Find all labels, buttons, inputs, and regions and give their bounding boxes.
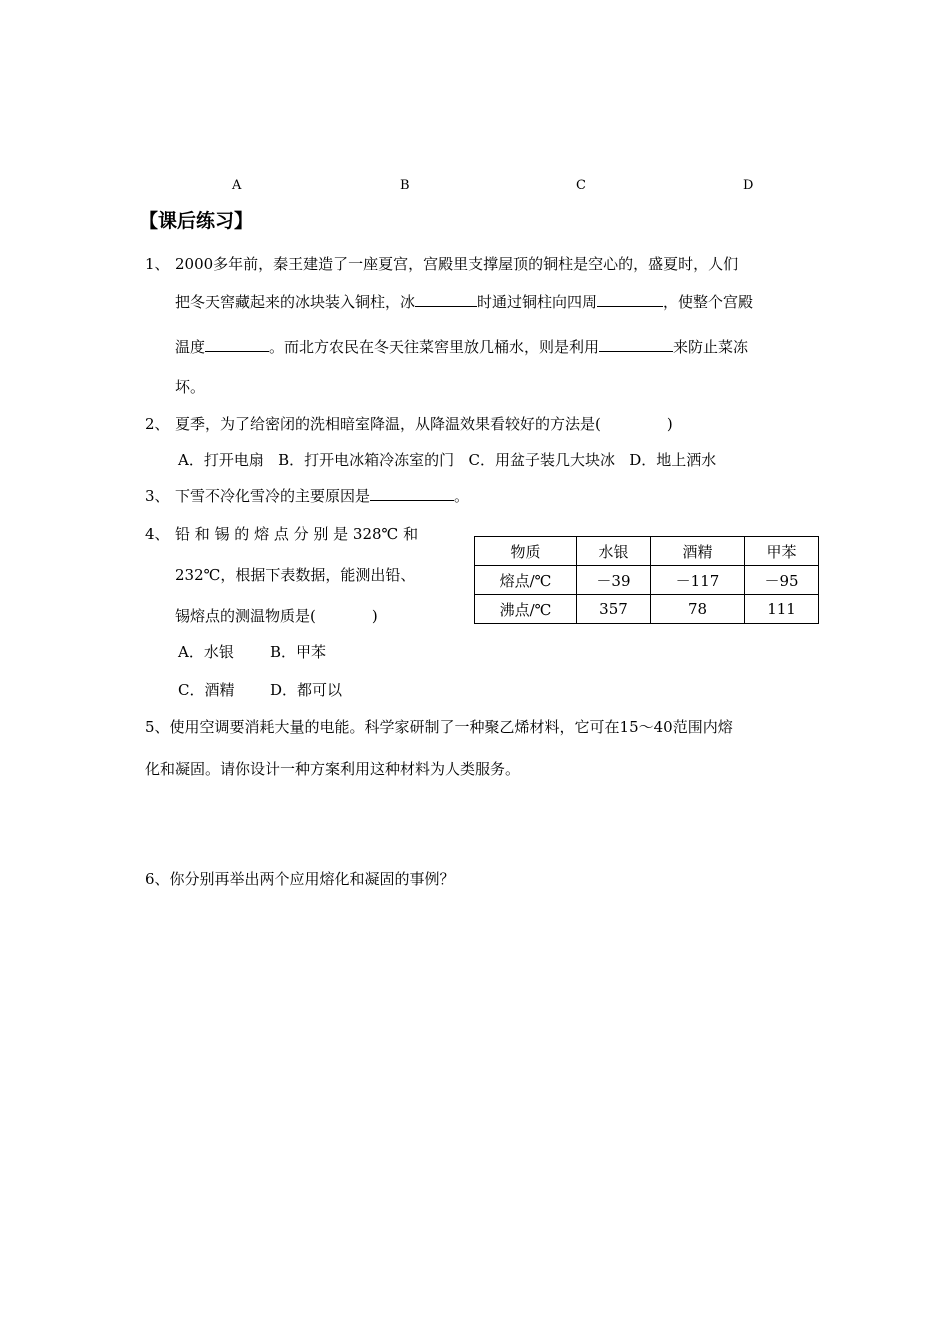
question-4-option-d: D．都可以 bbox=[270, 681, 343, 699]
question-4-line-2: 232℃，根据下表数据，能测出铅、 bbox=[175, 566, 416, 584]
question-1-line-1 bbox=[145, 253, 738, 274]
melting-boiling-table bbox=[474, 536, 819, 624]
question-number: 4、 bbox=[145, 525, 170, 543]
table-cell: 熔点/℃ bbox=[475, 566, 577, 595]
answer-blank-5[interactable] bbox=[370, 486, 454, 501]
answer-blank-2[interactable] bbox=[597, 292, 663, 307]
question-text: 下雪不冷化雪冷的主要原因是 bbox=[175, 487, 371, 505]
question-2 bbox=[145, 413, 673, 434]
question-text: 来防止菜冻 bbox=[673, 338, 749, 356]
question-number: 1、 bbox=[145, 255, 170, 273]
figure-label-a: A bbox=[232, 178, 242, 193]
table-header: 物质 bbox=[475, 537, 577, 566]
close-paren: ) bbox=[666, 415, 673, 433]
question-1-line-2 bbox=[175, 291, 753, 312]
question-text: 把冬天窖藏起来的冰块装入铜柱，冰 bbox=[175, 293, 416, 311]
question-text: 夏季，为了给密闭的洗相暗室降温，从降温效果看较好的方法是( bbox=[175, 415, 601, 433]
table-cell: －95 bbox=[745, 566, 819, 595]
question-4-option-b: B．甲苯 bbox=[270, 643, 327, 661]
close-paren: ) bbox=[371, 607, 378, 625]
question-6: 6、你分别再举出两个应用熔化和凝固的事例？ bbox=[145, 870, 455, 888]
question-5-line-1: 5、使用空调要消耗大量的电能。科学家研制了一种聚乙烯材料，它可在15～40范围内熔 bbox=[145, 718, 733, 736]
table-row bbox=[475, 566, 819, 595]
question-text: ，使整个宫殿 bbox=[663, 293, 754, 311]
question-number: 2、 bbox=[145, 415, 170, 433]
table-cell: 78 bbox=[650, 595, 744, 624]
question-5-line-2: 化和凝固。请你设计一种方案利用这种材料为人类服务。 bbox=[145, 760, 521, 778]
table-cell: 111 bbox=[745, 595, 819, 624]
table-cell: －39 bbox=[577, 566, 651, 595]
section-title: 【课后练习】 bbox=[139, 210, 254, 232]
question-4-option-a: A．水银 bbox=[178, 643, 234, 661]
figure-label-d: D bbox=[743, 178, 754, 193]
question-text-end: 。 bbox=[454, 487, 470, 505]
question-text: 铅 和 锡 的 熔 点 分 别 是 328℃ 和 bbox=[175, 525, 419, 543]
question-text: 温度 bbox=[175, 338, 206, 356]
question-text: 2000多年前，秦王建造了一座夏宫，宫殿里支撑屋顶的铜柱是空心的，盛夏时，人们 bbox=[175, 255, 739, 273]
question-text: 。而北方农民在冬天往菜窖里放几桶水，则是利用 bbox=[269, 338, 600, 356]
table-header: 水银 bbox=[577, 537, 651, 566]
answer-blank-3[interactable] bbox=[205, 337, 269, 352]
table-row bbox=[475, 595, 819, 624]
question-3 bbox=[145, 485, 469, 506]
table-cell: 沸点/℃ bbox=[475, 595, 577, 624]
question-text: 锡熔点的测温物质是( bbox=[175, 607, 316, 625]
table-cell: 357 bbox=[577, 595, 651, 624]
figure-label-b: B bbox=[400, 178, 410, 193]
question-1-line-4: 坏。 bbox=[175, 378, 206, 396]
table-header: 酒精 bbox=[650, 537, 744, 566]
question-1-line-3 bbox=[175, 336, 748, 357]
question-2-options: A．打开电扇 B．打开电冰箱冷冻室的门 C．用盆子装几大块冰 D．地上洒水 bbox=[178, 451, 717, 469]
figure-label-c: C bbox=[576, 178, 586, 193]
question-4-line-3 bbox=[175, 605, 378, 626]
answer-blank-1[interactable] bbox=[415, 292, 477, 307]
table-cell: －117 bbox=[650, 566, 744, 595]
question-4-line-1 bbox=[145, 523, 418, 544]
table-header-row bbox=[475, 537, 819, 566]
answer-blank-4[interactable] bbox=[599, 337, 673, 352]
table-header: 甲苯 bbox=[745, 537, 819, 566]
question-number: 3、 bbox=[145, 487, 170, 505]
question-4-option-c: C．酒精 bbox=[178, 681, 235, 699]
question-text: 时通过铜柱向四周 bbox=[477, 293, 598, 311]
